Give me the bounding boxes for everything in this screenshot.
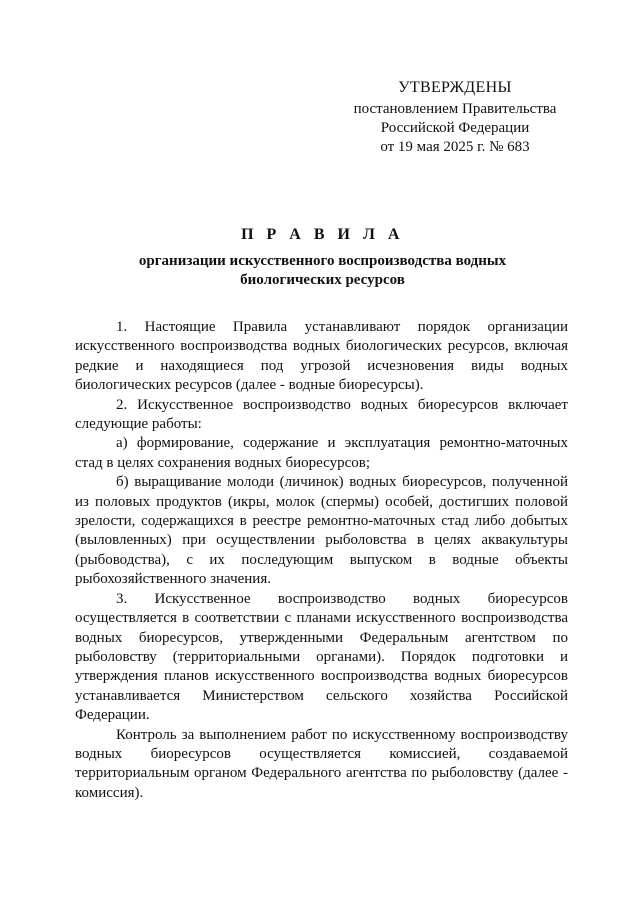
document-title-block bbox=[75, 226, 570, 290]
paragraph-control: Контроль за выполнением работ по искусственному воспроизводству водных биоресурсов осуществляется комиссией, создаваемой территориальным органом Федерального агентства по рыболовству (далее - комиссия). bbox=[75, 726, 568, 801]
document-title: П Р А В И Л А bbox=[241, 226, 404, 243]
approval-line-1: постановлением Правительства bbox=[353, 101, 557, 117]
approval-line-2: Российской Федерации bbox=[380, 120, 530, 136]
document-body bbox=[75, 318, 568, 803]
approval-line-3: от 19 мая 2025 г. № 683 bbox=[380, 139, 530, 155]
paragraph-3: 3. Искусственное воспроизводство водных биоресурсов осуществляется в соответствии с планами искусственного воспроизводства водных биоресурсов, утвержденными Федеральным агентством по рыболовству (территориальными органами). Порядок подготовки и утверждения планов искусственного воспроизводства водных биоресурсов устанавливается Министерством сельского хозяйства Российской Федерации. bbox=[75, 590, 568, 724]
approval-heading: УТВЕРЖДЕНЫ bbox=[398, 79, 512, 96]
document-subtitle: организации искусственного воспроизводства водных биологических ресурсов bbox=[138, 253, 507, 288]
paragraph-2: 2. Искусственное воспроизводство водных биоресурсов включает следующие работы: bbox=[75, 396, 568, 433]
paragraph-2a: а) формирование, содержание и эксплуатация ремонтно-маточных стад в целях сохранения водных биоресурсов; bbox=[75, 435, 568, 471]
paragraph-1: 1. Настоящие Правила устанавливают порядок организации искусственного воспроизводства водных биологических ресурсов, включая редкие и находящиеся под угрозой исчезновения виды водных биологических ресурсов (далее - водные биоресурсы). bbox=[75, 319, 568, 394]
approval-stamp bbox=[330, 78, 580, 157]
paragraph-2b: б) выращивание молоди (личинок) водных биоресурсов, полученной из половых продуктов (икры, молок (спермы) особей, достигших половой зрелости, содержащихся в реестре ремонтно-маточных стад либо добытых (выловленных) при осуществлении рыболовства в целях аквакультуры (рыбоводства), с их последующим выпуском в водные объекты рыбохозяйственного значения. bbox=[75, 474, 568, 588]
